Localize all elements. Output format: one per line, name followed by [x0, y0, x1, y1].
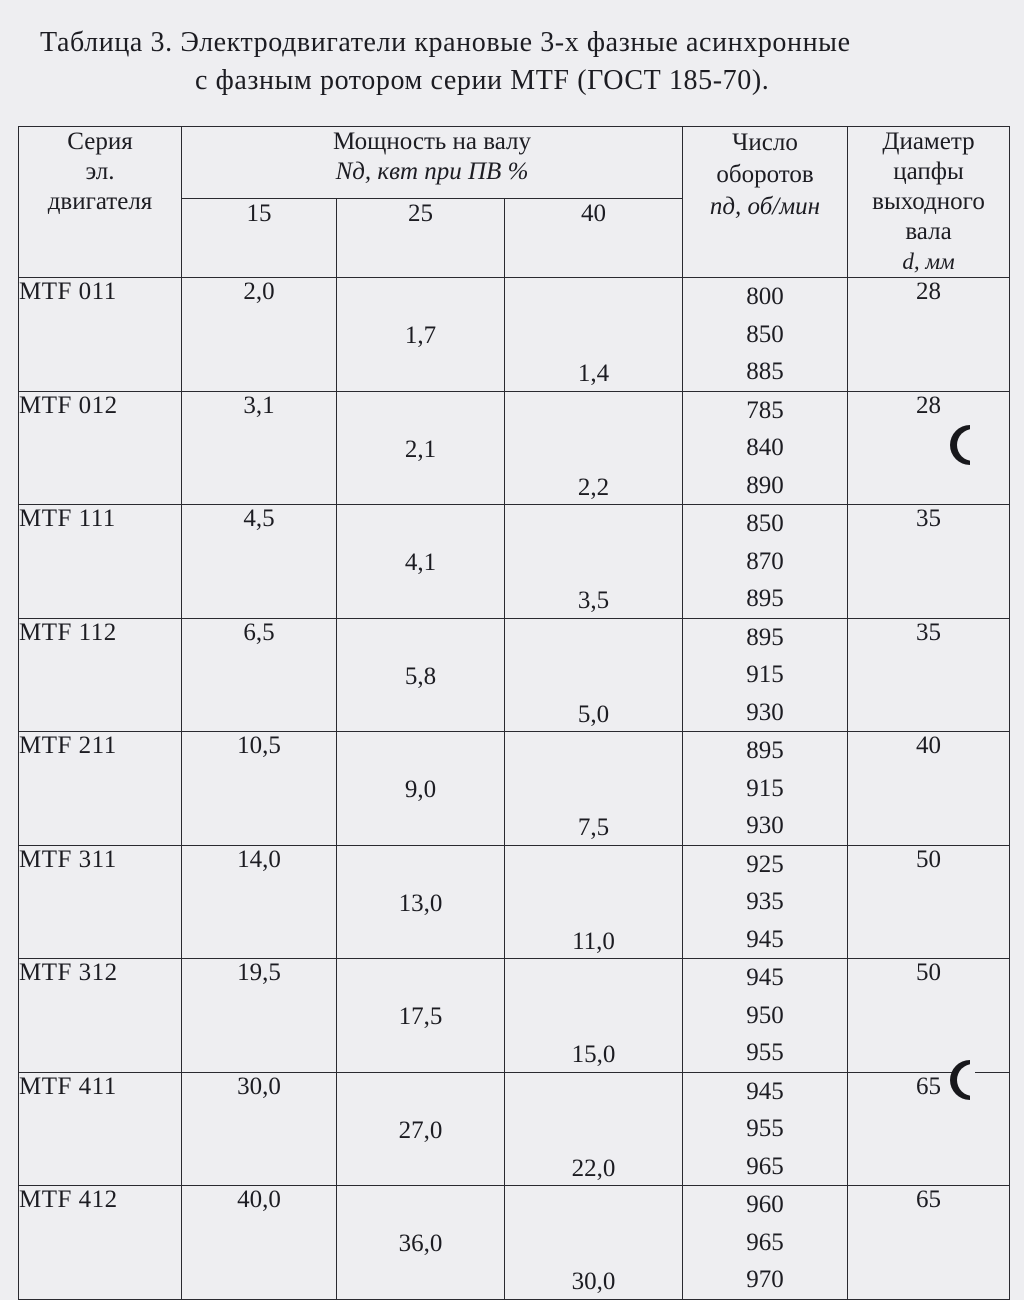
- header-diameter: Диаметр цапфы выходного вала d, мм: [848, 127, 1010, 278]
- power-pv40-cell: [505, 278, 683, 392]
- power-pv25-value: 9,0: [404, 776, 437, 803]
- power-pv40-value: 30,0: [571, 1268, 616, 1295]
- diameter-cell: 50: [848, 845, 1010, 959]
- power-pv25-cell: [337, 732, 505, 846]
- series-cell: MTF 211: [19, 732, 182, 846]
- caption-line-1: Таблица 3. Электродвигатели крановые 3-х фазные асинхронные: [40, 27, 851, 58]
- rpm-value: 895: [746, 585, 784, 612]
- table-row: [19, 1072, 1010, 1186]
- diameter-cell: 50: [848, 959, 1010, 1073]
- motors-table: [18, 126, 1010, 1300]
- header-power: Мощность на валу Nд, квт при ПВ %: [182, 127, 683, 199]
- power-pv25-cell: [337, 1186, 505, 1300]
- rpm-value: 895: [746, 737, 784, 764]
- power-pv40-cell: [505, 391, 683, 505]
- table-row: [19, 391, 1010, 505]
- power-pv25-cell: [337, 391, 505, 505]
- rpm-value: 930: [746, 698, 784, 726]
- rpm-cell: [683, 505, 848, 619]
- diameter-cell: 28: [848, 278, 1010, 392]
- series-cell: MTF 011: [19, 278, 182, 392]
- series-cell: MTF 411: [19, 1072, 182, 1186]
- power-pv40-cell: [505, 618, 683, 732]
- series-cell: MTF 412: [19, 1186, 182, 1300]
- power-pv25-value: 27,0: [398, 1116, 443, 1144]
- diameter-cell: 65: [848, 1186, 1010, 1300]
- power-pv25-cell: [337, 505, 505, 619]
- power-pv40-cell: [505, 1072, 683, 1186]
- power-pv15-cell: 10,5: [182, 732, 337, 846]
- power-pv40-cell: [505, 1186, 683, 1300]
- power-pv15-cell: 30,0: [182, 1072, 337, 1186]
- rpm-value: 870: [746, 547, 784, 575]
- rpm-value: 945: [746, 964, 784, 991]
- rpm-value: 785: [746, 396, 784, 424]
- header-pv-25: 25: [337, 198, 505, 277]
- rpm-value: 965: [746, 1152, 784, 1180]
- header-power-sub: Nд, квт при ПВ %: [335, 158, 529, 185]
- rpm-cell: [683, 391, 848, 505]
- rpm-value: 850: [746, 510, 784, 537]
- power-pv40-value: 2,2: [577, 473, 610, 501]
- diameter-cell: 35: [848, 618, 1010, 732]
- series-cell: MTF 112: [19, 618, 182, 732]
- header-pv-15: 15: [182, 198, 337, 277]
- power-pv40-value: 3,5: [577, 587, 610, 614]
- rpm-value: 935: [746, 888, 784, 915]
- power-pv25-cell: [337, 618, 505, 732]
- power-pv15-cell: 6,5: [182, 618, 337, 732]
- table-row: [19, 505, 1010, 619]
- rpm-value: 945: [746, 925, 784, 953]
- power-pv25-value: 13,0: [398, 889, 443, 917]
- rpm-value: 915: [746, 774, 784, 802]
- power-pv15-cell: 14,0: [182, 845, 337, 959]
- power-pv25-value: 17,5: [398, 1003, 443, 1030]
- rpm-value: 930: [746, 812, 784, 839]
- rpm-value: 970: [746, 1266, 784, 1293]
- series-cell: MTF 312: [19, 959, 182, 1073]
- power-pv25-cell: [337, 959, 505, 1073]
- power-pv15-cell: 4,5: [182, 505, 337, 619]
- power-pv40-cell: [505, 959, 683, 1073]
- power-pv15-cell: 3,1: [182, 391, 337, 505]
- power-pv40-value: 7,5: [577, 814, 610, 841]
- table-row: [19, 732, 1010, 846]
- rpm-value: 925: [746, 850, 784, 878]
- rpm-value: 965: [746, 1228, 784, 1256]
- power-pv25-value: 2,1: [404, 435, 437, 463]
- series-cell: MTF 311: [19, 845, 182, 959]
- rpm-cell: [683, 1186, 848, 1300]
- power-pv40-cell: [505, 505, 683, 619]
- header-rpm: Число оборотов nд, об/мин: [683, 127, 848, 278]
- power-pv25-value: 1,7: [404, 322, 437, 349]
- power-pv40-value: 5,0: [577, 700, 610, 728]
- power-pv40-value: 1,4: [577, 360, 610, 387]
- rpm-value: 950: [746, 1001, 784, 1029]
- rpm-value: 945: [746, 1077, 784, 1105]
- power-pv25-value: 4,1: [404, 549, 437, 576]
- rpm-value: 840: [746, 434, 784, 461]
- power-pv25-cell: [337, 845, 505, 959]
- power-pv40-cell: [505, 845, 683, 959]
- rpm-value: 955: [746, 1115, 784, 1142]
- rpm-value: 960: [746, 1191, 784, 1218]
- power-pv40-value: 22,0: [571, 1154, 616, 1182]
- table-row: [19, 618, 1010, 732]
- power-pv15-cell: 19,5: [182, 959, 337, 1073]
- series-cell: MTF 111: [19, 505, 182, 619]
- power-pv15-cell: 2,0: [182, 278, 337, 392]
- rpm-value: 800: [746, 283, 784, 310]
- table-row: [19, 1186, 1010, 1300]
- rpm-value: 890: [746, 471, 784, 499]
- header-series: Серия эл. двигателя: [19, 127, 182, 278]
- rpm-value: 885: [746, 358, 784, 385]
- rpm-cell: [683, 278, 848, 392]
- diameter-cell: 35: [848, 505, 1010, 619]
- rpm-value: 895: [746, 623, 784, 651]
- rpm-cell: [683, 618, 848, 732]
- rpm-cell: [683, 732, 848, 846]
- table-row: [19, 845, 1010, 959]
- power-pv40-cell: [505, 732, 683, 846]
- table-row: [19, 959, 1010, 1073]
- rpm-cell: [683, 845, 848, 959]
- power-pv40-value: 15,0: [571, 1041, 616, 1068]
- table-body: [19, 278, 1010, 1300]
- rpm-value: 955: [746, 1039, 784, 1066]
- rpm-cell: [683, 1072, 848, 1186]
- power-pv25-cell: [337, 278, 505, 392]
- power-pv25-cell: [337, 1072, 505, 1186]
- caption-line-2: с фазным ротором серии MTF (ГОСТ 185-70).: [195, 65, 770, 96]
- diameter-cell: 65: [848, 1072, 1010, 1186]
- diameter-cell: 40: [848, 732, 1010, 846]
- power-pv40-value: 11,0: [572, 927, 615, 955]
- rpm-value: 915: [746, 661, 784, 688]
- power-pv15-cell: 40,0: [182, 1186, 337, 1300]
- diameter-cell: 28: [848, 391, 1010, 505]
- series-cell: MTF 012: [19, 391, 182, 505]
- power-pv25-value: 5,8: [404, 662, 437, 690]
- rpm-value: 850: [746, 320, 784, 348]
- table-caption: [40, 24, 1000, 100]
- rpm-cell: [683, 959, 848, 1073]
- header-pv-40: 40: [505, 198, 683, 277]
- table-row: [19, 278, 1010, 392]
- power-pv25-value: 36,0: [398, 1230, 443, 1257]
